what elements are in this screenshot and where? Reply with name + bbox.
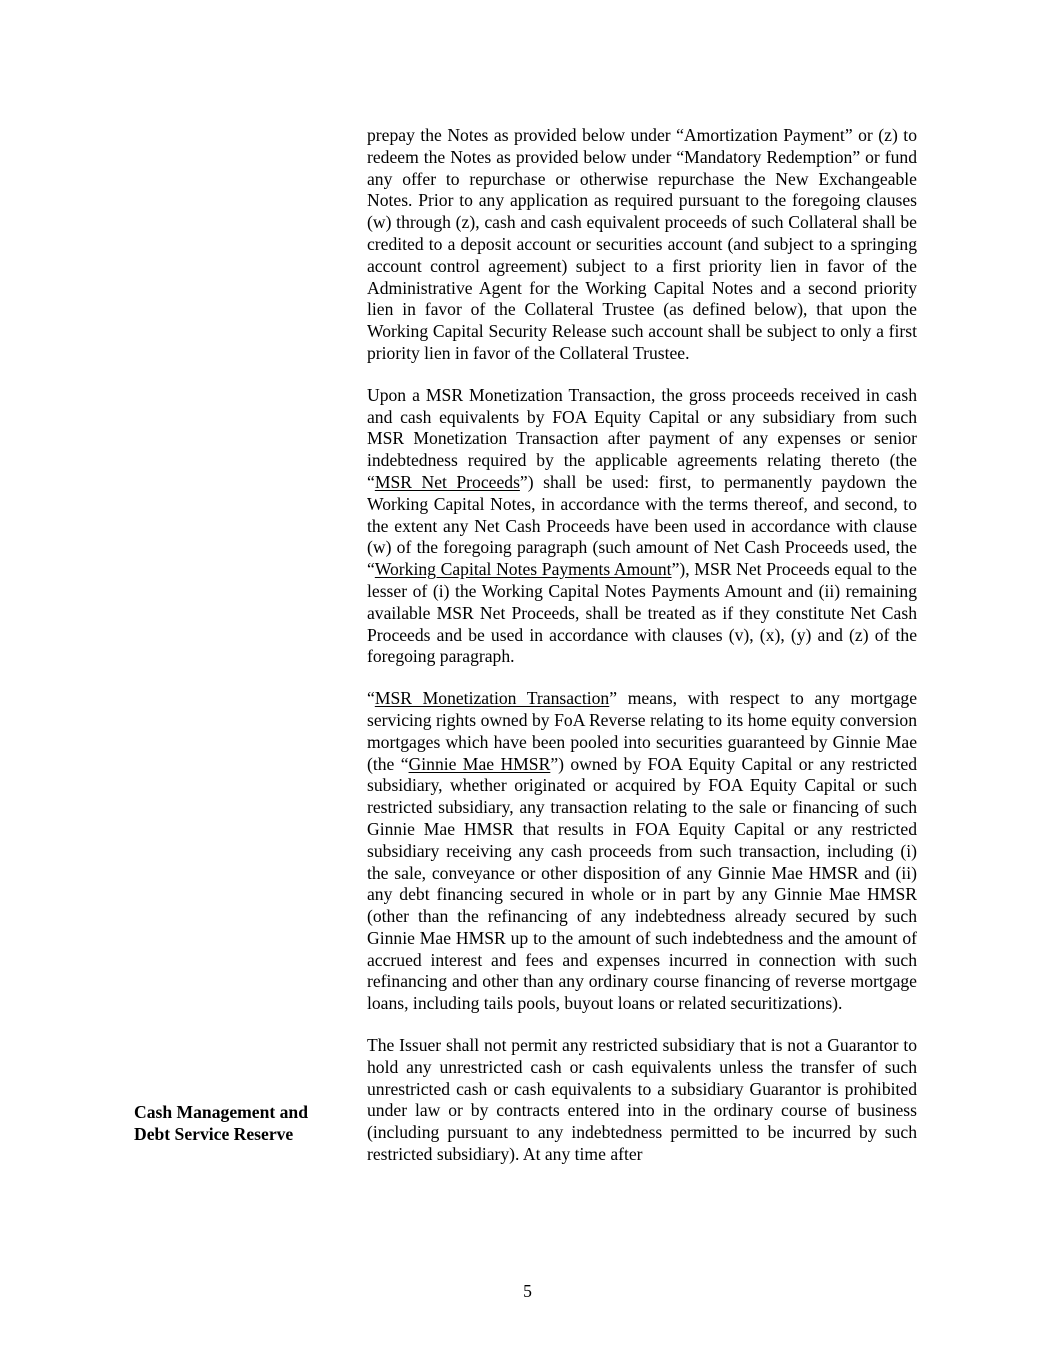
- defined-term-msr-net-proceeds: MSR Net Proceeds: [374, 471, 520, 492]
- paragraph-text: ”) shall be used: first, to permanently paydown the Working Capital Notes, in accordance with the terms thereof, and second, to the extent any Net Cash Proceeds have been used in accordance with clause (w) of the foregoing paragraph (such amount of Net Cash Proceeds used, the “: [367, 471, 918, 580]
- paragraph-text: ” means, with respect to any mortgage servicing rights owned by FoA Reverse relating to its home equity conversion mortgages which have been pooled into securities guaranteed by Ginnie Mae (the “: [367, 688, 917, 774]
- paragraph-text: ”) owned by FOA Equity Capital or any restricted subsidiary, whether originated or acquired by FOA Equity Capital or such restricted subsidiary, any transaction relating to the sale or financing of such Ginnie Mae HMSR that results in FOA Equity Capital or any restricted subsidiary receiving any cash proceeds from such transaction, including (i) the sale, conveyance or other disposition of any Ginnie Mae HMSR and (ii) any debt financing secured in whole or in part by any Ginnie Mae HMSR (other than the refinancing of any indebtedness already secured by such Ginnie Mae HMSR up to the amount of such indebtedness and the amount of accrued interest and fees and expenses incurred in connection with such refinancing and other than any ordinary course financing of reverse mortgage loans, including tails pools, buyout loans or related securitizations).: [367, 753, 917, 1014]
- paragraph-msr-monetization-definition: [367, 688, 917, 1015]
- paragraph-text: Upon a MSR Monetization Transaction, the gross proceeds received in cash and cash equivalents by FOA Equity Capital or any subsidiary from such MSR Monetization Transaction after payment of any expenses or senior indebtedness required by the applicable agreements relating thereto (the “: [367, 384, 917, 492]
- paragraph-msr-proceeds: [367, 385, 917, 668]
- defined-term-ginnie-mae-hmsr: Ginnie Mae HMSR: [408, 753, 551, 774]
- paragraph-cash-management: The Issuer shall not permit any restricted subsidiary that is not a Guarantor to hold any unrestricted cash or cash equivalents unless the transfer of such unrestricted cash or cash equivalents to a subsidiary Guarantor is prohibited under law or by contracts entered into in the ordinary course of business (including pursuant to any indebtedness permitted to be incurred by such restricted subsidiary). At any time after: [367, 1035, 917, 1165]
- section-heading-cash-management: [134, 1102, 349, 1146]
- defined-term-msr-monetization-transaction: MSR Monetization Transaction: [374, 688, 610, 709]
- paragraph-text: “: [367, 688, 375, 709]
- paragraph-text: ”), MSR Net Proceeds equal to the lesser of (i) the Working Capital Notes Payments Amount and (ii) remaining available MSR Net Proceeds, shall be treated as if they constitute Net Cash Proceeds and be used in accordance with clauses (v), (x), (y) and (z) of the foregoing paragraph.: [367, 559, 917, 667]
- defined-term-working-capital-notes-payments-amount: Working Capital Notes Payments Amount: [374, 559, 672, 580]
- paragraph-amortization-continuation: prepay the Notes as provided below under “Amortization Payment” or (z) to redeem the Notes as provided below under “Mandatory Redemption” or fund any offer to repurchase or otherwise repurchase the New Exchangeable Notes. Prior to any application as required pursuant to the foregoing clauses (w) through (z), cash and cash equivalent proceeds of such Collateral shall be credited to a deposit account or securities account (and subject to a springing account control agreement) subject to a first priority lien in favor of the Administrative Agent for the Working Capital Notes and a second priority lien in favor of the Collateral Trustee (as defined below), that upon the Working Capital Security Release such account shall be subject to only a first priority lien in favor of the Collateral Trustee.: [367, 125, 917, 363]
- section-heading-line: Cash Management and: [134, 1102, 308, 1122]
- body-column: [367, 125, 917, 1186]
- page-number: 5: [523, 1281, 532, 1301]
- section-heading-line: Debt Service Reserve: [134, 1123, 294, 1144]
